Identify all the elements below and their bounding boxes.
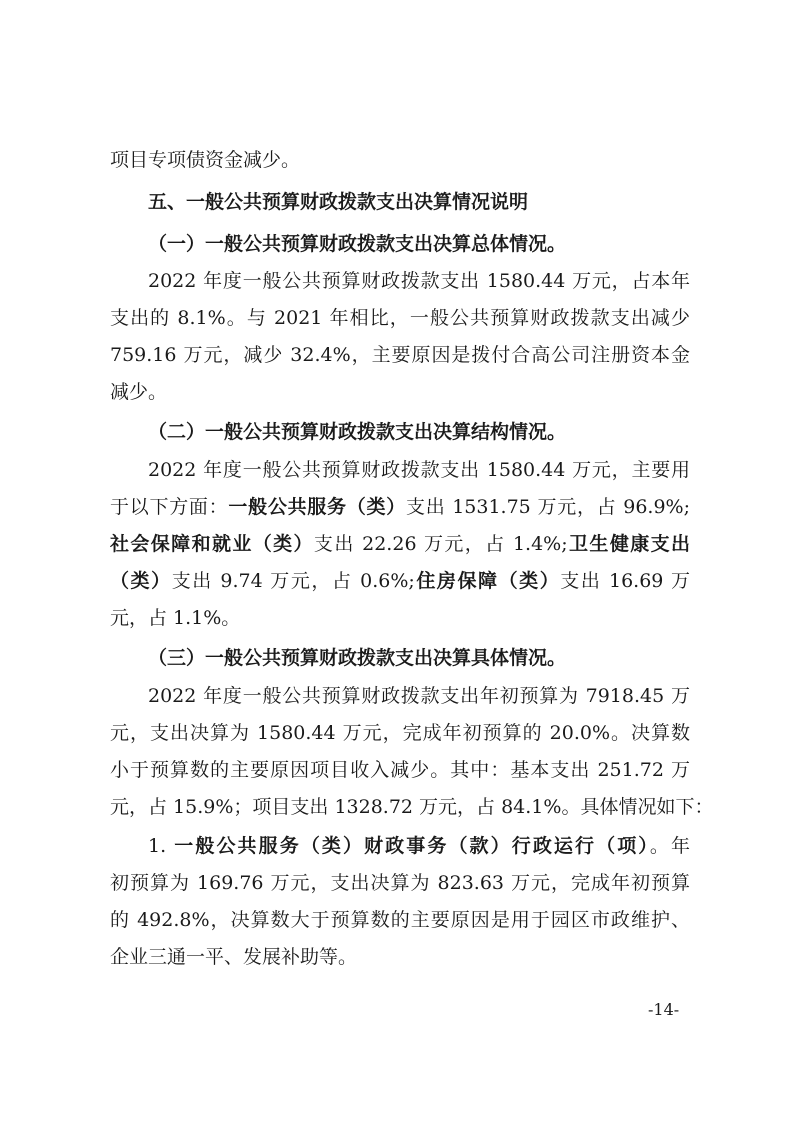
bold-run: 住房保障（类） [414,570,561,592]
paragraph-line: 元，占 1.1%。 [110,607,241,629]
bold-run: 一般公共服务（类） [228,496,406,518]
text-run: 支出 22.26 万元，占 1.4%; [313,533,568,555]
bold-run: 一般公共服务（类）财政事务（款）行政运行（项） [174,835,650,857]
paragraph-line: 减少。 [110,381,168,403]
paragraph-line [110,532,690,556]
paragraph-line: 的 492.8%，决算数大于预算数的主要原因是用于园区市政维护、 [110,909,690,931]
paragraph-line: 企业三通一平、发展补助等。 [110,946,358,968]
paragraph-line [148,834,690,858]
subsection-heading: （一）一般公共预算财政拨款支出决算总体情况。 [148,233,567,255]
paragraph-line: 元，占 15.9%；项目支出 1328.72 万元，占 84.1%。具体情况如下： [110,796,714,818]
text-run: 支出 1531.75 万元，占 96.9%; [405,496,690,518]
text-run: 支出 16.69 万 [560,570,690,592]
paragraph-line: 元，支出决算为 1580.44 万元，完成年初预算的 20.0%。决算数 [110,722,690,744]
paragraph-line [110,495,690,519]
paragraph-line: 项目专项债资金减少。 [110,149,301,171]
bold-run: 卫生健康支出 [567,533,690,555]
text-run: 支出 9.74 万元，占 0.6%; [171,570,415,592]
bold-run: （类） [110,570,172,592]
paragraph-line: 小于预算数的主要原因项目收入减少。其中：基本支出 251.72 万 [110,759,690,781]
text-run: 1. [148,835,175,857]
text-run: 。年 [649,835,690,857]
subsection-heading: （二）一般公共预算财政拨款支出决算结构情况。 [148,421,567,443]
paragraph-line: 支出的 8.1%。与 2021 年相比，一般公共预算财政拨款支出减少 [110,307,690,329]
paragraph-line: 2022 年度一般公共预算财政拨款支出 1580.44 万元，占本年 [148,270,690,292]
paragraph-line: 2022 年度一般公共预算财政拨款支出 1580.44 万元，主要用 [148,459,690,481]
text-run: 于以下方面： [110,496,229,518]
paragraph-line [110,569,690,593]
paragraph-line: 759.16 万元，减少 32.4%，主要原因是拨付合高公司注册资本金 [110,344,690,366]
section-heading: 五、一般公共预算财政拨款支出决算情况说明 [148,191,529,213]
page-number: -14- [648,1000,680,1019]
bold-run: 社会保障和就业（类） [110,533,314,555]
paragraph-line: 初预算为 169.76 万元，支出决算为 823.63 万元，完成年初预算 [110,872,690,894]
paragraph-line: 2022 年度一般公共预算财政拨款支出年初预算为 7918.45 万 [148,685,690,707]
subsection-heading: （三）一般公共预算财政拨款支出决算具体情况。 [148,647,567,669]
